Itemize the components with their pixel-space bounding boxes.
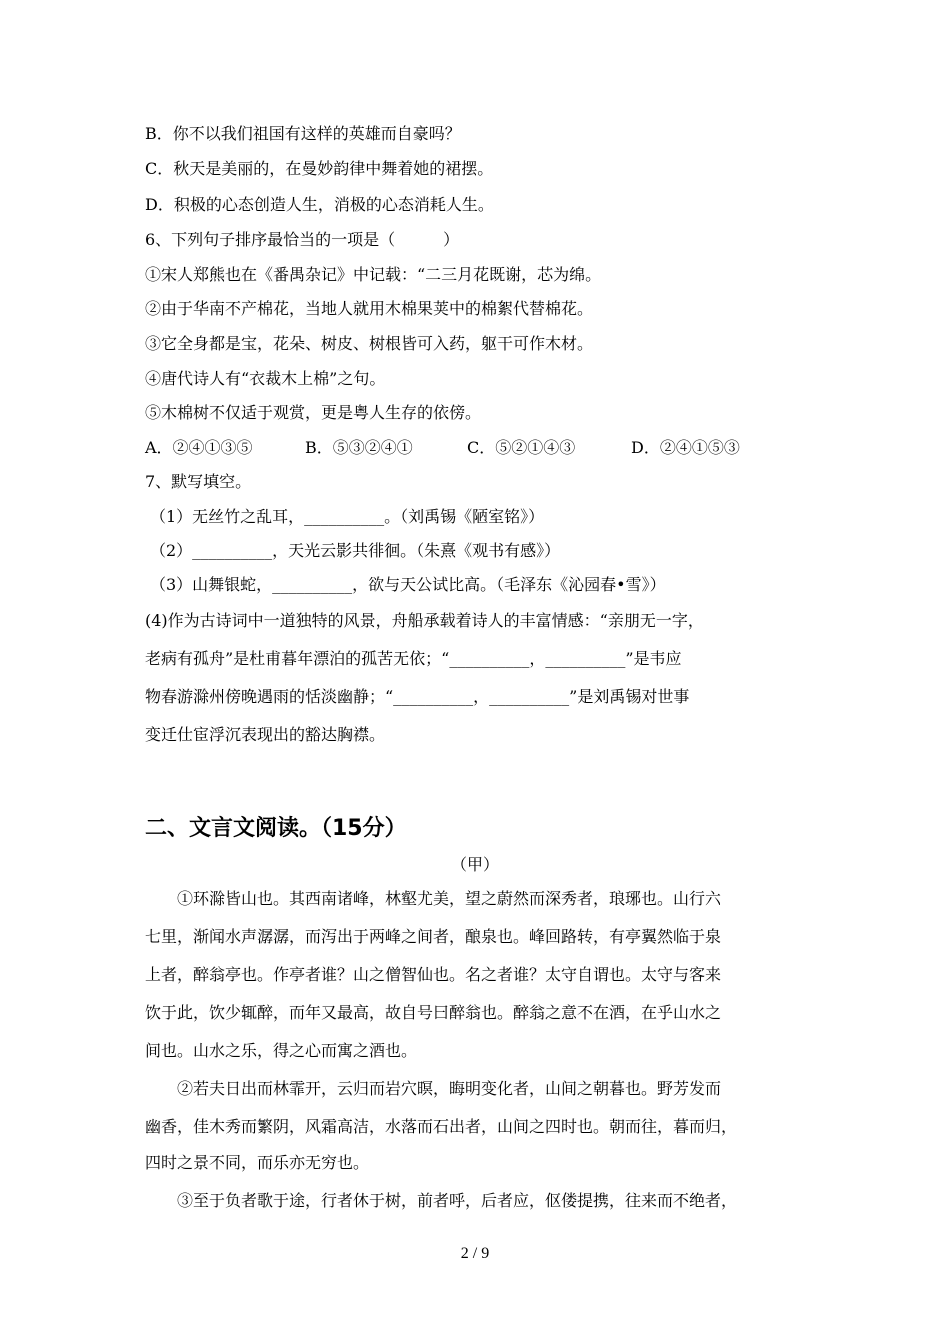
passage-para-1-line-5: 间也。山水之乐，得之心而寓之酒也。 (145, 1041, 418, 1060)
passage-para-1-line-3: 上者，醉翁亭也。作亭者谁？山之僧智仙也。名之者谁？太守自谓也。太守与客来 (145, 965, 722, 984)
q6-sentence-5: ⑤木棉树不仅适于观赏，更是粤人生存的依傍。 (145, 403, 482, 422)
q5-option-d: D．积极的心态创造人生，消极的心态消耗人生。 (145, 195, 494, 214)
q6-choices (145, 438, 810, 458)
q6-sentence-1: ①宋人郑熊也在《番禺杂记》中记载：“二三月花既谢，芯为绵。 (145, 265, 602, 284)
passage-para-1-line-2: 七里，渐闻水声潺潺，而泻出于两峰之间者，酿泉也。峰回路转，有亭翼然临于泉 (145, 927, 722, 946)
q7-item-2: （2）__________，天光云影共徘徊。（朱熹《观书有感》） (150, 541, 561, 560)
q6-stem: 6、下列句子排序最恰当的一项是（ ） (145, 230, 460, 249)
q6-sentence-2: ②由于华南不产棉花，当地人就用木棉果荚中的棉絮代替棉花。 (145, 299, 594, 318)
section-title: 二、文言文阅读。（15分） (145, 816, 407, 841)
q7-item-4-line-1: (4)作为古诗词中一道独特的风景，舟船承载着诗人的丰富情感：“亲朋无一字， (145, 611, 704, 630)
passage-para-2-line-2: 幽香，佳木秀而繁阴，风霜高洁，水落而石出者，山间之四时也。朝而往，暮而归， (145, 1117, 738, 1136)
q5-option-b: B．你不以我们祖国有这样的英雄而自豪吗？ (145, 124, 461, 143)
q6-sentence-4: ④唐代诗人有“衣裁木上棉”之句。 (145, 369, 386, 388)
q7-item-4-line-2: 老病有孤舟”是杜甫暮年漂泊的孤苦无依；“__________，__________”是韦应 (145, 649, 682, 668)
q7-item-4-line-4: 变迁仕宦浮沉表现出的豁达胸襟。 (145, 725, 386, 744)
q6-choice-d: D．②④①⑤③ (631, 438, 740, 457)
passage-para-1-line-1: ①环滁皆山也。其西南诸峰，林壑尤美，望之蔚然而深秀者，琅琊也。山行六 (177, 889, 722, 908)
q6-choice-b: B．⑤③②④① (305, 438, 413, 457)
q5-option-c: C．秋天是美丽的，在曼妙韵律中舞着她的裙摆。 (145, 159, 494, 178)
page-number: 2 / 9 (460, 1245, 490, 1262)
section-subtitle: （甲） (450, 855, 499, 874)
passage-para-2-line-1: ②若夫日出而林霏开，云归而岩穴暝，晦明变化者，山间之朝暮也。野芳发而 (177, 1079, 722, 1098)
q7-item-1: （1）无丝竹之乱耳，__________。（刘禹锡《陋室铭》） (150, 507, 545, 526)
q7-stem: 7、默写填空。 (145, 472, 252, 491)
passage-para-3-line-1: ③至于负者歌于途，行者休于树，前者呼，后者应，伛偻提携，往来而不绝者， (177, 1191, 738, 1210)
q6-choice-a: A．②④①③⑤ (145, 438, 253, 457)
passage-para-1-line-4: 饮于此，饮少辄醉，而年又最高，故自号曰醉翁也。醉翁之意不在酒，在乎山水之 (145, 1003, 722, 1022)
q7-item-3: （3）山舞银蛇，__________，欲与天公试比高。（毛泽东《沁园春•雪》） (150, 575, 666, 594)
q6-choice-c: C．⑤②①④③ (467, 438, 576, 457)
q6-sentence-3: ③它全身都是宝，花朵、树皮、树根皆可入药，躯干可作木材。 (145, 334, 594, 353)
q7-item-4-line-3: 物春游滁州傍晚遇雨的恬淡幽静；“__________，__________”是刘禹锡对世事 (145, 687, 690, 706)
passage-para-2-line-3: 四时之景不同，而乐亦无穷也。 (145, 1153, 370, 1172)
